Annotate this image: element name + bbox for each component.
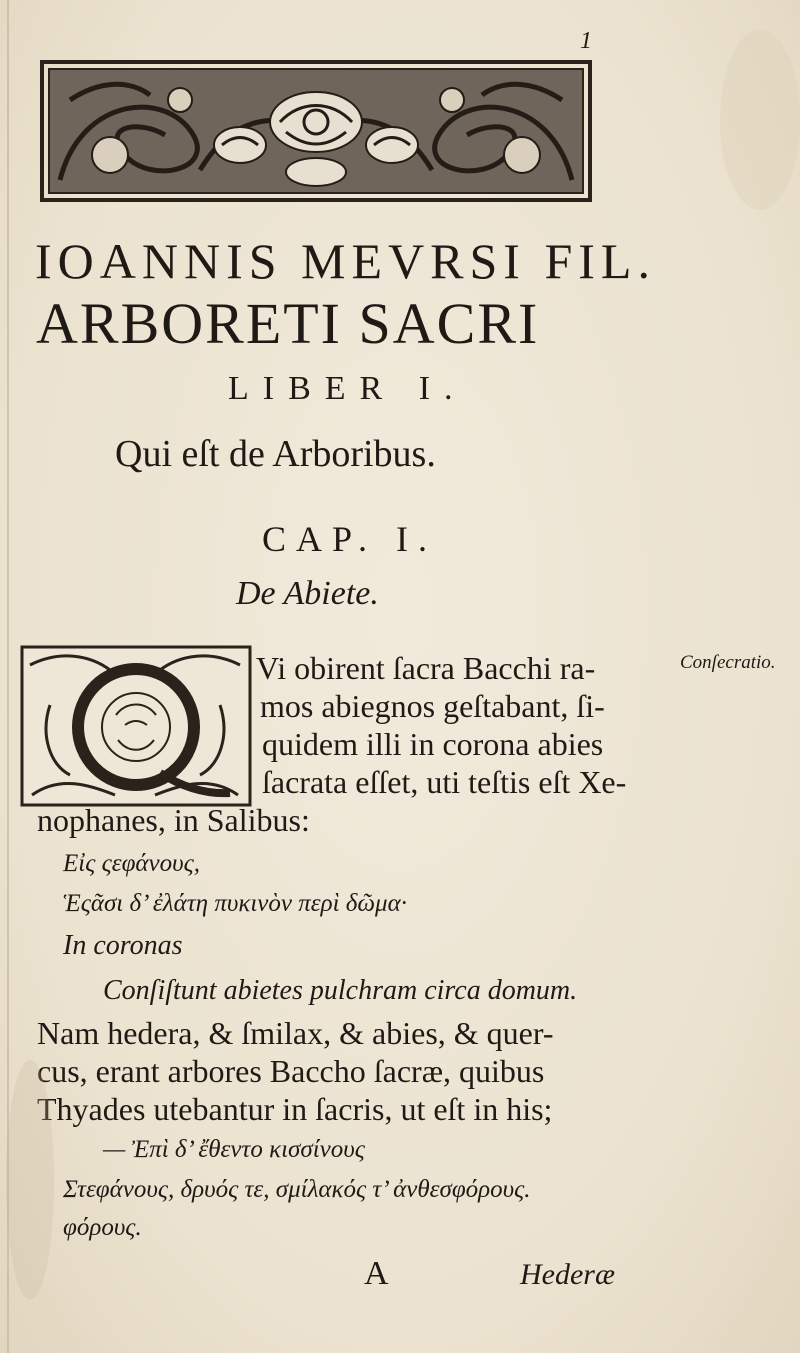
chapter-title: De Abiete. xyxy=(236,575,379,612)
greek-line: Ἑςᾶσι δ’ ἐλάτη πυκινὸν περὶ δῶμα· xyxy=(63,890,407,917)
latin-verse-line: Conſiſtunt abietes pulchram circa domum. xyxy=(103,975,578,1006)
catchword: Hederæ xyxy=(520,1258,615,1291)
text-line: mos abiegnos geſtabant, ſi- xyxy=(260,688,605,724)
greek-line: Στεφάνους, δρυός τε, σμίλακός τ’ ἀνθεσφόρους. xyxy=(63,1176,531,1203)
text-line: cus, erant arbores Baccho ſacræ, quibus xyxy=(37,1053,545,1089)
author-line: IOANNIS MEVRSI FIL. xyxy=(35,233,656,289)
latin-verse-heading: In coronas xyxy=(63,930,183,961)
text-line: Thyades utebantur in ſacris, ut eſt in his; xyxy=(37,1091,553,1127)
work-title: ARBORETI SACRI xyxy=(36,291,540,356)
greek-line: — Ἐπὶ δ’ ἔθεντο κισσίνους xyxy=(103,1136,365,1163)
ornamental-headpiece xyxy=(40,60,592,202)
book-number: LIBER I. xyxy=(228,370,467,407)
text-line: nophanes, in Salibus: xyxy=(37,802,310,838)
text-line: quidem illi in corona abies xyxy=(262,726,604,762)
book-subtitle: Qui eſt de Arboribus. xyxy=(115,433,436,475)
text-line: ſacrata eſſet, uti teſtis eſt Xe- xyxy=(262,764,627,800)
margin-note: Conſecratio. xyxy=(680,652,776,673)
chapter-number: CAP. I. xyxy=(262,519,438,559)
page-number: 1 xyxy=(580,28,592,54)
greek-line: Εἰς ςεφάνους, xyxy=(63,850,201,877)
decorated-initial-q xyxy=(20,645,252,807)
signature-mark: A xyxy=(364,1255,389,1292)
text-line: Nam hedera, & ſmilax, & abies, & quer- xyxy=(37,1015,554,1051)
text-line: Vi obirent ſacra Bacchi ra- xyxy=(256,650,596,686)
greek-line: φόρους. xyxy=(63,1214,142,1241)
